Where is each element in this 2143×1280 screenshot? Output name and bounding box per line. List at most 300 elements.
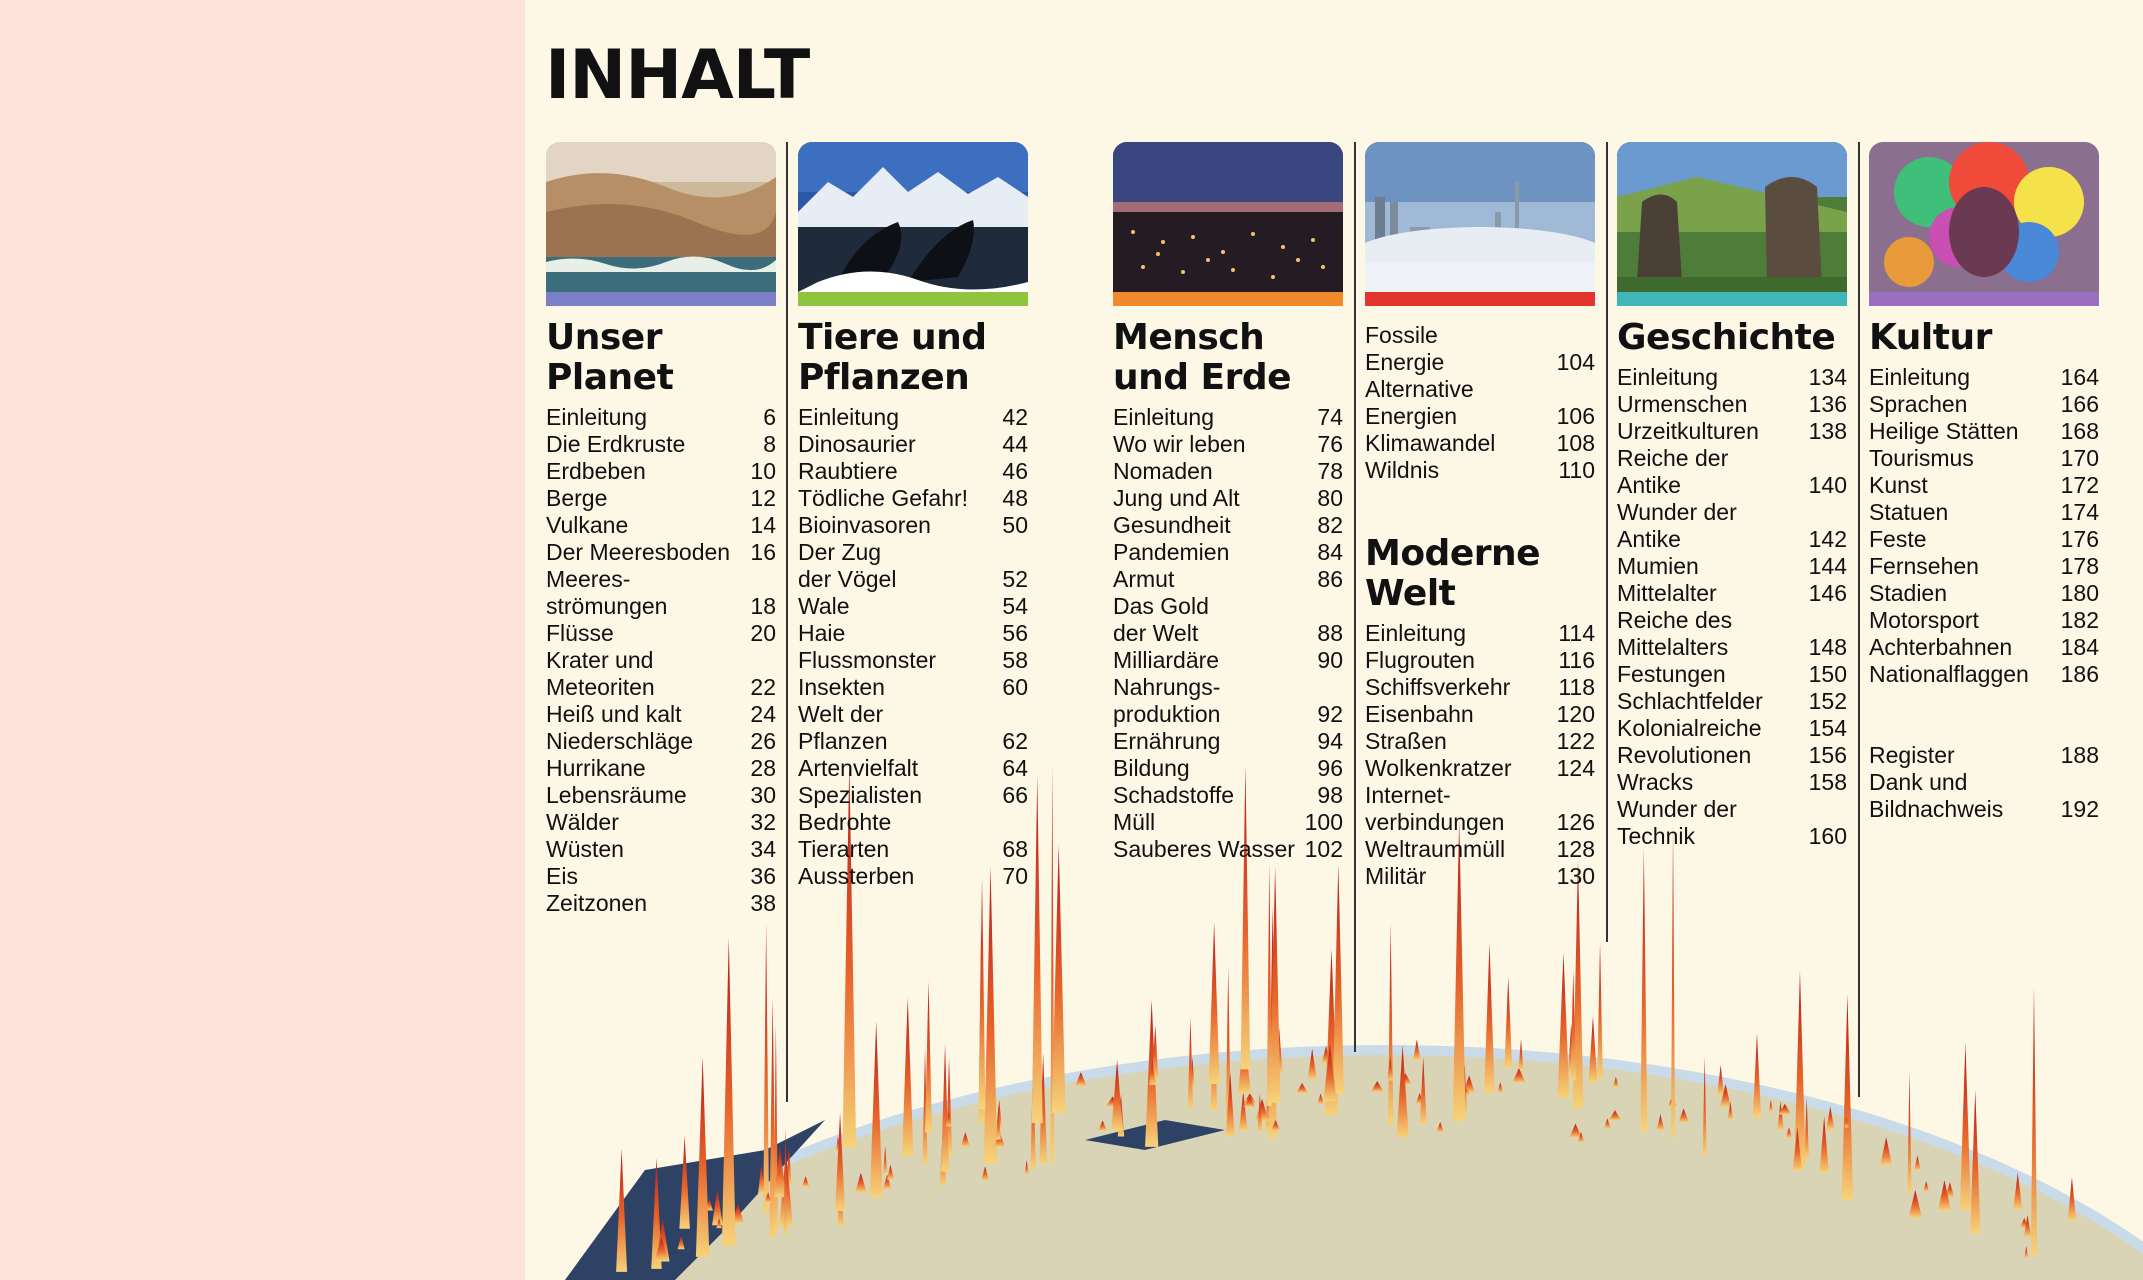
toc-entry-title: Hurrikane bbox=[546, 755, 646, 781]
toc-entry[interactable] bbox=[1869, 553, 2099, 580]
toc-entry-page-number: 86 bbox=[1317, 566, 1343, 592]
toc-entry-page-number: 28 bbox=[750, 755, 776, 781]
toc-entry[interactable] bbox=[1113, 539, 1343, 566]
toc-entry-page-number: 26 bbox=[750, 728, 776, 754]
toc-entry-title: Milliardäre bbox=[1113, 647, 1220, 673]
toc-entry-page-number: 172 bbox=[2060, 472, 2099, 498]
toc-entry[interactable] bbox=[798, 755, 1028, 782]
toc-entry[interactable] bbox=[1617, 418, 1847, 445]
toc-entry-page-number: 184 bbox=[2060, 634, 2099, 660]
toc-entry-title: Flugrouten bbox=[1365, 647, 1475, 673]
toc-entry-title: Spezialisten bbox=[798, 782, 923, 808]
toc-entry-title: Armut bbox=[1113, 566, 1175, 592]
toc-entry-page-number: 94 bbox=[1317, 728, 1343, 754]
toc-entry[interactable] bbox=[1869, 499, 2099, 526]
toc-entry-page-number: 6 bbox=[763, 404, 776, 430]
toc-entry-page-number: 70 bbox=[1002, 863, 1028, 889]
toc-entry-title: Sauberes Wasser bbox=[1113, 836, 1295, 862]
toc-entry-page-number: 78 bbox=[1317, 458, 1343, 484]
toc-entry-page-number: 44 bbox=[1002, 431, 1028, 457]
toc-entry-page-number: 14 bbox=[750, 512, 776, 538]
toc-entry[interactable] bbox=[1365, 376, 1595, 430]
toc-entry[interactable] bbox=[1113, 674, 1343, 728]
toc-entry-title: Jung und Alt bbox=[1113, 485, 1240, 511]
toc-entry-title: Tödliche Gefahr! bbox=[798, 485, 969, 511]
section-heading: Geschichte bbox=[1617, 317, 1836, 358]
toc-entry-title: Müll bbox=[1113, 809, 1156, 835]
toc-entry[interactable] bbox=[798, 863, 1028, 890]
toc-entry[interactable] bbox=[1869, 607, 2099, 634]
section-entries bbox=[1113, 404, 1343, 863]
toc-entry-page-number: 192 bbox=[2060, 796, 2099, 822]
toc-entry-title: Lebensräume bbox=[546, 782, 687, 808]
toc-entry[interactable] bbox=[1365, 674, 1595, 701]
toc-entry[interactable] bbox=[1869, 418, 2099, 445]
toc-entry[interactable] bbox=[1365, 863, 1595, 890]
toc-entry[interactable] bbox=[798, 485, 1028, 512]
toc-entry-page-number: 80 bbox=[1317, 485, 1343, 511]
toc-entry-page-number: 146 bbox=[1808, 580, 1847, 606]
toc-entry[interactable] bbox=[1617, 688, 1847, 715]
toc-entry-title: Dinosaurier bbox=[798, 431, 916, 457]
section-mensch-und-erde bbox=[1113, 142, 1343, 863]
toc-entry[interactable] bbox=[1869, 769, 2099, 823]
toc-entry-title: Urmenschen bbox=[1617, 391, 1748, 417]
toc-entry-title: Militär bbox=[1365, 863, 1427, 889]
toc-entry-page-number: 120 bbox=[1556, 701, 1595, 727]
toc-entry-title: Der Meeresboden bbox=[546, 539, 731, 565]
toc-entry-title: Einleitung bbox=[1365, 620, 1467, 646]
toc-entry-title: Ernährung bbox=[1113, 728, 1221, 754]
section-color-stripe bbox=[1113, 292, 1343, 306]
toc-entry-page-number: 10 bbox=[750, 458, 776, 484]
toc-entry-page-number: 122 bbox=[1556, 728, 1595, 754]
toc-entry-page-number: 82 bbox=[1317, 512, 1343, 538]
toc-entry-title: Schadstoffe bbox=[1113, 782, 1235, 808]
column-divider bbox=[1354, 142, 1356, 1052]
section-unser-planet bbox=[546, 142, 776, 917]
toc-entry-page-number: 68 bbox=[1002, 836, 1028, 862]
toc-entry-page-number: 168 bbox=[2060, 418, 2099, 444]
toc-entry-page-number: 124 bbox=[1556, 755, 1595, 781]
toc-entry-title: Insekten bbox=[798, 674, 885, 700]
section-color-stripe bbox=[546, 292, 776, 306]
toc-entry-title: Nahrungs- produktion bbox=[1113, 674, 1221, 727]
toc-entry-page-number: 148 bbox=[1808, 634, 1847, 660]
toc-entry[interactable] bbox=[546, 404, 776, 431]
toc-entry-page-number: 152 bbox=[1808, 688, 1847, 714]
toc-entry-page-number: 130 bbox=[1556, 863, 1595, 889]
toc-entry-title: Register bbox=[1869, 742, 1955, 768]
toc-entry-page-number: 90 bbox=[1317, 647, 1343, 673]
toc-entry[interactable] bbox=[1113, 755, 1343, 782]
toc-entry-page-number: 178 bbox=[2060, 553, 2099, 579]
toc-entry[interactable] bbox=[798, 593, 1028, 620]
toc-entry-title: Wildnis bbox=[1365, 457, 1440, 483]
toc-entry[interactable] bbox=[1113, 566, 1343, 593]
toc-entry-page-number: 116 bbox=[1558, 647, 1595, 673]
population-spike bbox=[1209, 922, 1220, 1084]
toc-entry-title: Schiffsverkehr bbox=[1365, 674, 1511, 700]
toc-entry-title: Bedrohte Tierarten bbox=[798, 809, 892, 862]
toc-entry-title: Mumien bbox=[1617, 553, 1699, 579]
population-spike bbox=[1032, 776, 1043, 1123]
toc-entry-page-number: 182 bbox=[2060, 607, 2099, 633]
toc-entry[interactable] bbox=[1365, 836, 1595, 863]
toc-entry[interactable] bbox=[798, 404, 1028, 431]
toc-entry[interactable] bbox=[1113, 512, 1343, 539]
toc-entry-title: Nomaden bbox=[1113, 458, 1213, 484]
section-image-color-festival bbox=[1869, 142, 2099, 306]
toc-entry-title: Wunder der Antike bbox=[1617, 499, 1737, 552]
section-color-stripe bbox=[1617, 292, 1847, 306]
toc-entry[interactable] bbox=[798, 539, 1028, 593]
toc-entry-page-number: 88 bbox=[1317, 620, 1343, 646]
toc-entry-page-number: 186 bbox=[2060, 661, 2099, 687]
toc-entry-title: Krater und Meteoriten bbox=[546, 647, 655, 700]
toc-entry[interactable] bbox=[798, 458, 1028, 485]
toc-entry-page-number: 48 bbox=[1002, 485, 1028, 511]
toc-entry[interactable] bbox=[1869, 580, 2099, 607]
toc-entry[interactable] bbox=[1869, 391, 2099, 418]
toc-entry[interactable] bbox=[1365, 457, 1595, 484]
section-heading: Unser Planet bbox=[546, 317, 674, 398]
toc-entry[interactable] bbox=[798, 809, 1028, 863]
toc-entry-page-number: 100 bbox=[1304, 809, 1343, 835]
population-spike bbox=[1597, 942, 1603, 1078]
toc-entry-page-number: 154 bbox=[1808, 715, 1847, 741]
toc-entry-title: Bildung bbox=[1113, 755, 1190, 781]
section-image-desert-coast bbox=[546, 142, 776, 306]
toc-entry-title: Wälder bbox=[546, 809, 619, 835]
toc-entry[interactable] bbox=[1617, 715, 1847, 742]
toc-entry-title: Dank und Bildnachweis bbox=[1869, 769, 2004, 822]
toc-entry-title: Vulkane bbox=[546, 512, 629, 538]
toc-entry-title: Fossile Energie bbox=[1365, 322, 1445, 375]
toc-entry-page-number: 102 bbox=[1304, 836, 1343, 862]
section-entries bbox=[1365, 322, 1595, 484]
section-heading: Kultur bbox=[1869, 317, 1992, 358]
section-color-stripe bbox=[1869, 292, 2099, 306]
toc-entry-title: Flüsse bbox=[546, 620, 614, 646]
toc-entry[interactable] bbox=[1113, 647, 1343, 674]
toc-entry-title: Das Gold der Welt bbox=[1113, 593, 1209, 646]
toc-entry[interactable] bbox=[546, 512, 776, 539]
toc-entry-page-number: 30 bbox=[750, 782, 776, 808]
toc-entry-title: Motorsport bbox=[1869, 607, 1979, 633]
toc-entry-page-number: 156 bbox=[1808, 742, 1847, 768]
toc-entry-page-number: 20 bbox=[750, 620, 776, 646]
toc-entry-page-number: 144 bbox=[1808, 553, 1847, 579]
toc-entry[interactable] bbox=[546, 485, 776, 512]
toc-entry-page-number: 110 bbox=[1558, 457, 1595, 483]
toc-entry-title: Haie bbox=[798, 620, 846, 646]
population-spike bbox=[1052, 844, 1066, 1113]
toc-entry-title: Reiche des Mittelalters bbox=[1617, 607, 1733, 660]
section-image-whales bbox=[798, 142, 1028, 306]
toc-entry-page-number: 104 bbox=[1556, 349, 1595, 375]
toc-entry-page-number: 84 bbox=[1317, 539, 1343, 565]
page-title: INHALT bbox=[545, 36, 810, 115]
toc-entry-page-number: 34 bbox=[750, 836, 776, 862]
toc-entry[interactable] bbox=[1113, 458, 1343, 485]
toc-entry-title: Schlachtfelder bbox=[1617, 688, 1763, 714]
toc-entry-title: Klimawandel bbox=[1365, 430, 1496, 456]
toc-entry[interactable] bbox=[798, 620, 1028, 647]
toc-entry-page-number: 118 bbox=[1558, 674, 1595, 700]
population-spike bbox=[984, 866, 998, 1163]
toc-entry[interactable] bbox=[1113, 485, 1343, 512]
toc-entry[interactable] bbox=[1869, 661, 2099, 688]
toc-entry-title: Achterbahnen bbox=[1869, 634, 2013, 660]
toc-entry[interactable] bbox=[1869, 445, 2099, 472]
toc-entry-title: Wüsten bbox=[546, 836, 624, 862]
toc-entry-page-number: 12 bbox=[750, 485, 776, 511]
toc-entry[interactable] bbox=[798, 674, 1028, 701]
population-spike bbox=[1333, 864, 1344, 1094]
section-entries bbox=[1869, 742, 2099, 823]
toc-entry-page-number: 134 bbox=[1808, 364, 1847, 390]
population-spike bbox=[1640, 848, 1647, 1132]
section-heading-moderne-welt: Moderne Welt bbox=[1365, 533, 1541, 614]
toc-entry-title: Fernsehen bbox=[1869, 553, 1979, 579]
toc-entry-page-number: 180 bbox=[2060, 580, 2099, 606]
toc-entry-page-number: 142 bbox=[1808, 526, 1847, 552]
toc-entry[interactable] bbox=[1869, 472, 2099, 499]
toc-entry[interactable] bbox=[1617, 796, 1847, 850]
toc-entry[interactable] bbox=[546, 809, 776, 836]
toc-entry[interactable] bbox=[1869, 364, 2099, 391]
toc-entry-page-number: 140 bbox=[1808, 472, 1847, 498]
toc-entry[interactable] bbox=[1617, 553, 1847, 580]
toc-entry[interactable] bbox=[1113, 593, 1343, 647]
toc-entry[interactable] bbox=[1113, 782, 1343, 809]
toc-entry-title: Berge bbox=[546, 485, 608, 511]
toc-entry-page-number: 176 bbox=[2060, 526, 2099, 552]
toc-entry-page-number: 106 bbox=[1556, 403, 1595, 429]
section-tiere-und-pflanzen bbox=[798, 142, 1028, 890]
toc-entry-title: Heiß und kalt bbox=[546, 701, 682, 727]
toc-entry-title: Kunst bbox=[1869, 472, 1928, 498]
toc-entry-title: Kolonialreiche bbox=[1617, 715, 1762, 741]
toc-entry-title: Nationalflaggen bbox=[1869, 661, 2029, 687]
toc-entry[interactable] bbox=[546, 458, 776, 485]
toc-entry-title: Wo wir leben bbox=[1113, 431, 1246, 457]
toc-entry-page-number: 64 bbox=[1002, 755, 1028, 781]
toc-entry-title: Stadien bbox=[1869, 580, 1948, 606]
toc-entry-title: Einleitung bbox=[1617, 364, 1719, 390]
toc-entry[interactable] bbox=[1617, 742, 1847, 769]
population-spike bbox=[763, 923, 769, 1212]
toc-entry-page-number: 188 bbox=[2060, 742, 2099, 768]
toc-entry[interactable] bbox=[1365, 430, 1595, 457]
toc-entry-page-number: 42 bbox=[1002, 404, 1028, 430]
toc-entry[interactable] bbox=[798, 701, 1028, 755]
toc-entry[interactable] bbox=[1113, 836, 1343, 863]
toc-entry[interactable] bbox=[546, 647, 776, 701]
toc-entry[interactable] bbox=[546, 836, 776, 863]
toc-entry-page-number: 76 bbox=[1317, 431, 1343, 457]
toc-entry-title: Statuen bbox=[1869, 499, 1949, 525]
toc-entry-title: Aussterben bbox=[798, 863, 915, 889]
toc-entry-title: Alternative Energien bbox=[1365, 376, 1474, 429]
toc-entry-page-number: 32 bbox=[750, 809, 776, 835]
toc-entry-title: Niederschläge bbox=[546, 728, 694, 754]
toc-entry-title: Wolkenkratzer bbox=[1365, 755, 1512, 781]
toc-entry-title: Einleitung bbox=[1113, 404, 1215, 430]
toc-entry-title: Einleitung bbox=[798, 404, 900, 430]
toc-entry-title: Der Zug der Vögel bbox=[798, 539, 897, 592]
toc-entry-title: Wracks bbox=[1617, 769, 1694, 795]
toc-entry-page-number: 138 bbox=[1808, 418, 1847, 444]
toc-entry[interactable] bbox=[1365, 782, 1595, 836]
toc-entry-title: Wale bbox=[798, 593, 850, 619]
column-divider bbox=[1606, 142, 1608, 942]
section-color-stripe bbox=[1365, 292, 1595, 306]
section-geschichte bbox=[1617, 142, 1847, 850]
toc-entry[interactable] bbox=[1617, 661, 1847, 688]
population-spike bbox=[979, 878, 986, 1109]
toc-entry-title: Feste bbox=[1869, 526, 1927, 552]
toc-entry-page-number: 96 bbox=[1317, 755, 1343, 781]
left-blank-page bbox=[0, 0, 525, 1280]
toc-entry-page-number: 66 bbox=[1002, 782, 1028, 808]
toc-entry-page-number: 114 bbox=[1558, 620, 1595, 646]
toc-entry-title: Eisenbahn bbox=[1365, 701, 1474, 727]
toc-entry[interactable] bbox=[1869, 526, 2099, 553]
section-image-moai bbox=[1617, 142, 1847, 306]
toc-entry-title: Eis bbox=[546, 863, 578, 889]
column-divider bbox=[786, 142, 788, 1102]
section-entries bbox=[1365, 620, 1595, 890]
toc-entry-page-number: 60 bbox=[1002, 674, 1028, 700]
toc-entry[interactable] bbox=[1113, 404, 1343, 431]
toc-entry-title: Einleitung bbox=[1869, 364, 1971, 390]
toc-entry[interactable] bbox=[1617, 445, 1847, 499]
toc-entry-title: Internet- verbindungen bbox=[1365, 782, 1505, 835]
toc-entry[interactable] bbox=[546, 566, 776, 620]
toc-entry-page-number: 136 bbox=[1808, 391, 1847, 417]
toc-entry-page-number: 58 bbox=[1002, 647, 1028, 673]
toc-entry-page-number: 164 bbox=[2060, 364, 2099, 390]
toc-entry[interactable] bbox=[1617, 607, 1847, 661]
toc-entry-page-number: 74 bbox=[1317, 404, 1343, 430]
column-divider bbox=[1858, 142, 1860, 1097]
toc-entry-title: Heilige Stätten bbox=[1869, 418, 2019, 444]
toc-entry-page-number: 38 bbox=[750, 890, 776, 916]
toc-entry-page-number: 174 bbox=[2060, 499, 2099, 525]
toc-entry-page-number: 16 bbox=[750, 539, 776, 565]
toc-entry-title: Artenvielfalt bbox=[798, 755, 919, 781]
toc-entry[interactable] bbox=[1365, 620, 1595, 647]
toc-entry-title: Die Erdkruste bbox=[546, 431, 686, 457]
toc-entry-title: Raubtiere bbox=[798, 458, 898, 484]
toc-entry-title: Meeres- strömungen bbox=[546, 566, 668, 619]
toc-entry-page-number: 24 bbox=[750, 701, 776, 727]
toc-entry[interactable] bbox=[1617, 391, 1847, 418]
toc-entry[interactable] bbox=[1869, 742, 2099, 769]
toc-entry-title: Pandemien bbox=[1113, 539, 1230, 565]
toc-entry[interactable] bbox=[546, 620, 776, 647]
toc-entry[interactable] bbox=[1617, 769, 1847, 796]
toc-entry[interactable] bbox=[1365, 322, 1595, 376]
toc-entry-page-number: 54 bbox=[1002, 593, 1028, 619]
section-entries bbox=[798, 404, 1028, 890]
toc-entry-title: Flussmonster bbox=[798, 647, 937, 673]
toc-entry[interactable] bbox=[546, 431, 776, 458]
toc-entry-title: Festungen bbox=[1617, 661, 1726, 687]
toc-entry-title: Urzeitkulturen bbox=[1617, 418, 1759, 444]
toc-entry-title: Tourismus bbox=[1869, 445, 1974, 471]
toc-entry[interactable] bbox=[546, 701, 776, 728]
toc-entry-page-number: 50 bbox=[1002, 512, 1028, 538]
toc-entry[interactable] bbox=[1365, 755, 1595, 782]
toc-entry[interactable] bbox=[1113, 728, 1343, 755]
toc-entry[interactable] bbox=[546, 782, 776, 809]
toc-entry[interactable] bbox=[1113, 431, 1343, 458]
toc-entry[interactable] bbox=[798, 647, 1028, 674]
toc-entry-page-number: 126 bbox=[1556, 809, 1595, 835]
toc-entry-page-number: 108 bbox=[1556, 430, 1595, 456]
toc-entry[interactable] bbox=[798, 782, 1028, 809]
toc-entry-title: Reiche der Antike bbox=[1617, 445, 1729, 498]
toc-entry-title: Einleitung bbox=[546, 404, 648, 430]
toc-entry[interactable] bbox=[1365, 728, 1595, 755]
toc-entry[interactable] bbox=[1869, 634, 2099, 661]
toc-entry[interactable] bbox=[1113, 809, 1343, 836]
section-entries bbox=[546, 404, 776, 917]
toc-entry-title: Revolutionen bbox=[1617, 742, 1752, 768]
toc-entry[interactable] bbox=[1617, 499, 1847, 553]
toc-entry[interactable] bbox=[798, 431, 1028, 458]
toc-entry-title: Mittelalter bbox=[1617, 580, 1717, 606]
toc-entry[interactable] bbox=[1365, 701, 1595, 728]
population-spike bbox=[1671, 827, 1675, 1137]
toc-entry-page-number: 36 bbox=[750, 863, 776, 889]
toc-entry-title: Sprachen bbox=[1869, 391, 1968, 417]
toc-entry-page-number: 52 bbox=[1002, 566, 1028, 592]
toc-entry[interactable] bbox=[546, 863, 776, 890]
toc-entry-title: Wunder der Technik bbox=[1617, 796, 1737, 849]
toc-entry[interactable] bbox=[1617, 364, 1847, 391]
toc-entry-title: Straßen bbox=[1365, 728, 1447, 754]
section-entries bbox=[1617, 364, 1847, 850]
toc-entry-page-number: 8 bbox=[763, 431, 776, 457]
toc-entry-page-number: 22 bbox=[750, 674, 776, 700]
section-heading: Tiere und Pflanzen bbox=[798, 317, 987, 398]
population-spike bbox=[722, 937, 736, 1245]
toc-entry[interactable] bbox=[546, 755, 776, 782]
toc-entry[interactable] bbox=[546, 539, 776, 566]
toc-entry-title: Gesundheit bbox=[1113, 512, 1231, 538]
toc-entry[interactable] bbox=[546, 728, 776, 755]
toc-entry-page-number: 170 bbox=[2060, 445, 2099, 471]
toc-entry[interactable] bbox=[1617, 580, 1847, 607]
toc-entry-page-number: 92 bbox=[1317, 701, 1343, 727]
toc-entry-page-number: 166 bbox=[2060, 391, 2099, 417]
toc-entry[interactable] bbox=[798, 512, 1028, 539]
toc-entry[interactable] bbox=[1365, 647, 1595, 674]
section-kultur bbox=[1869, 142, 2099, 823]
section-mensch-und-erde-continued bbox=[1365, 142, 1595, 890]
section-color-stripe bbox=[798, 292, 1028, 306]
toc-entry-title: Bioinvasoren bbox=[798, 512, 931, 538]
section-image-city-night bbox=[1113, 142, 1343, 306]
toc-entry-page-number: 18 bbox=[750, 593, 776, 619]
toc-entry[interactable] bbox=[546, 890, 776, 917]
toc-entry-page-number: 46 bbox=[1002, 458, 1028, 484]
toc-entry-page-number: 150 bbox=[1808, 661, 1847, 687]
